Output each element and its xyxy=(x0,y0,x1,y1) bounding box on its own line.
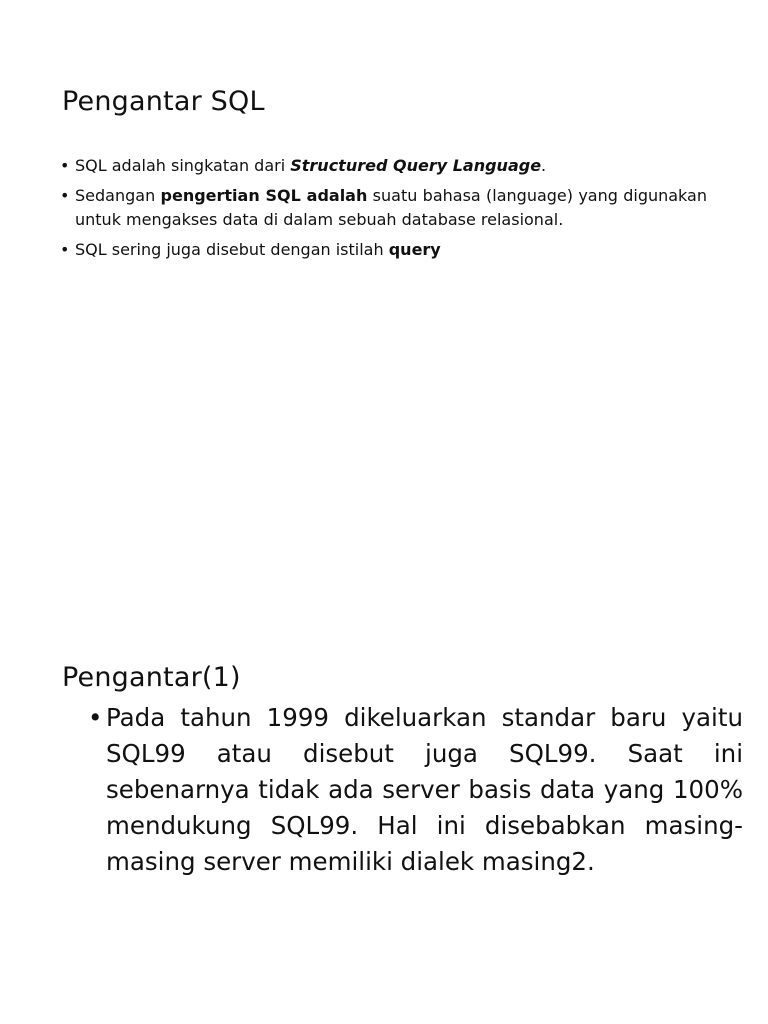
bullet-text-end: . xyxy=(541,156,547,175)
bullet-item xyxy=(60,238,707,262)
slide-title: Pengantar(1) xyxy=(62,662,241,694)
bullet-text: Pada tahun 1999 dikeluarkan standar baru yaitu SQL99 atau disebut juga SQL99. Saat ini sebenarnya tidak ada server basis data yang 100% mendukung SQL99. Hal ini disebabkan masing-masing server memiliki dialek masing2. xyxy=(106,703,743,876)
bullet-item xyxy=(60,154,707,178)
bullet-item xyxy=(60,184,707,232)
bullet-dot-icon: • xyxy=(60,186,70,205)
bullet-list xyxy=(60,154,707,268)
bullet-item xyxy=(88,700,743,880)
bullet-text-end: suatu bahasa (language) yang digunakan untuk mengakses data di dalam sebuah database relasional. xyxy=(75,186,707,229)
bullet-emphasis: query xyxy=(388,240,441,259)
bullet-emphasis: pengertian SQL adalah xyxy=(160,186,368,205)
bullet-list xyxy=(88,700,743,880)
bullet-text: SQL adalah singkatan dari xyxy=(75,156,291,175)
bullet-emphasis: Structured Query Language xyxy=(290,156,542,175)
slide-2 xyxy=(0,512,768,1024)
bullet-dot-icon: • xyxy=(88,703,103,732)
bullet-dot-icon: • xyxy=(60,156,70,175)
slide-title: Pengantar SQL xyxy=(62,86,265,118)
bullet-text: Sedangan xyxy=(75,186,161,205)
bullet-text: SQL sering juga disebut dengan istilah xyxy=(75,240,389,259)
bullet-dot-icon: • xyxy=(60,240,70,259)
